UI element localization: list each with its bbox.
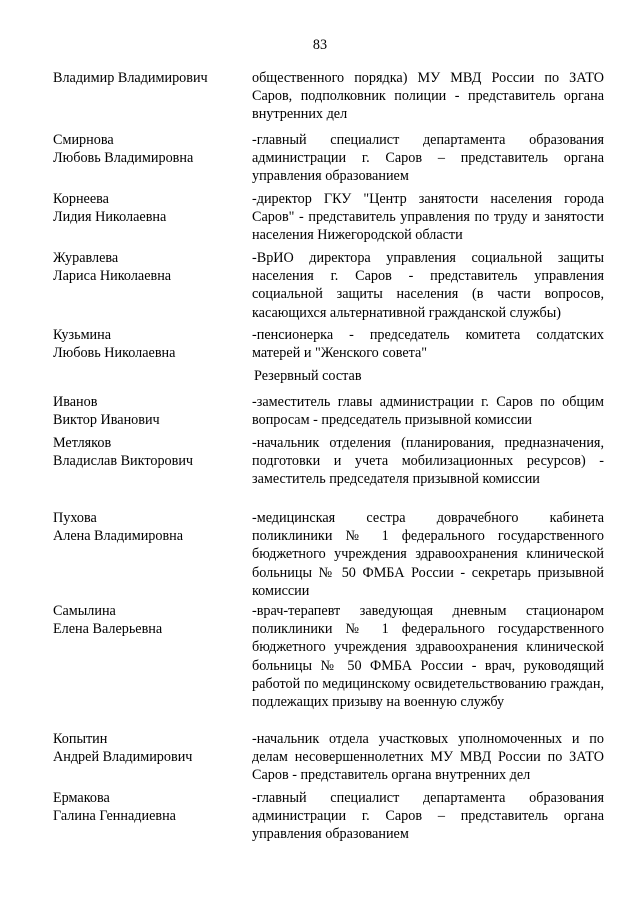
member-description: -пенсионерка - председатель комитета солдатских матерей и "Женского совета" xyxy=(252,327,604,362)
name-line: Лидия Николаевна xyxy=(53,209,167,226)
member-description: -медицинская сестра доврачебного кабинета поликлиники № 1 федерального государственного бюджетного учреждения здравоохранения клинической больницы № 50 ФМБА России - секретарь призывной комиссии xyxy=(252,510,604,599)
name-line: Самылина xyxy=(53,603,116,619)
member-name xyxy=(53,789,248,825)
member-name xyxy=(53,326,248,362)
member-name xyxy=(53,190,248,226)
name-line: Корнеева xyxy=(53,191,109,207)
name-line: Галина Геннадиевна xyxy=(53,808,176,825)
name-line: Метляков xyxy=(53,435,112,451)
member-description: -главный специалист департамента образования администрации г. Саров – представитель органа управления образованием xyxy=(252,790,604,843)
name-line: Любовь Владимировна xyxy=(53,150,194,167)
name-line: Копытин xyxy=(53,731,108,747)
name-line: Владислав Викторович xyxy=(53,453,194,470)
member-name xyxy=(53,249,248,285)
member-name xyxy=(53,69,248,87)
member-description: -начальник отделения (планирования, предназначения, подготовки и учета мобилизационных ресурсов) - заместитель председателя призывной комиссии xyxy=(252,435,604,488)
member-description: -главный специалист департамента образования администрации г. Саров – представитель органа управления образованием xyxy=(252,132,604,185)
name-line: Журавлева xyxy=(53,250,119,266)
name-line: Андрей Владимирович xyxy=(53,749,193,766)
name-line: Ермакова xyxy=(53,790,110,806)
name-line: Владимир Владимирович xyxy=(53,70,208,86)
name-line: Лариса Николаевна xyxy=(53,268,172,285)
name-line: Пухова xyxy=(53,510,97,526)
section-title: Резервный состав xyxy=(254,368,362,384)
member-description: -заместитель главы администрации г. Саров по общим вопросам - председатель призывной комиссии xyxy=(252,394,604,429)
member-name xyxy=(53,602,248,638)
member-description: -врач-терапевт заведующая дневным стационаром поликлиники № 1 федерального государственного бюджетного учреждения здравоохранения клинической больницы № 50 ФМБА России - врач, руководящий работой по медицинскому освидетельствованию граждан, подлежащих призыву на военную службу xyxy=(252,603,604,711)
member-name xyxy=(53,730,248,766)
member-name xyxy=(53,434,248,470)
member-description: -начальник отдела участковых уполномоченных и по делам несовершеннолетних МУ МВД России по ЗАТО Саров - представитель органа внутренних дел xyxy=(252,731,604,784)
page-number: 83 xyxy=(312,37,328,53)
member-name xyxy=(53,393,248,429)
member-name xyxy=(53,509,248,545)
name-line: Алена Владимировна xyxy=(53,528,184,545)
name-line: Любовь Николаевна xyxy=(53,345,176,362)
member-description: -директор ГКУ "Центр занятости населения города Саров" - представитель управления по труду и занятости населения Нижегородской области xyxy=(252,191,604,244)
name-line: Кузьмина xyxy=(53,327,112,343)
member-name xyxy=(53,131,248,167)
name-line: Смирнова xyxy=(53,132,114,148)
name-line: Виктор Иванович xyxy=(53,412,160,429)
name-line: Елена Валерьевна xyxy=(53,621,163,638)
member-description: -ВрИО директора управления социальной защиты населения г. Саров - представитель управления социальной защиты населения (в части вопросов, касающихся альтернативной гражданской службы) xyxy=(252,250,604,321)
name-line: Иванов xyxy=(53,394,98,410)
member-description: общественного порядка) МУ МВД России по ЗАТО Саров, подполковник полиции - представитель органа внутренних дел xyxy=(252,70,604,123)
